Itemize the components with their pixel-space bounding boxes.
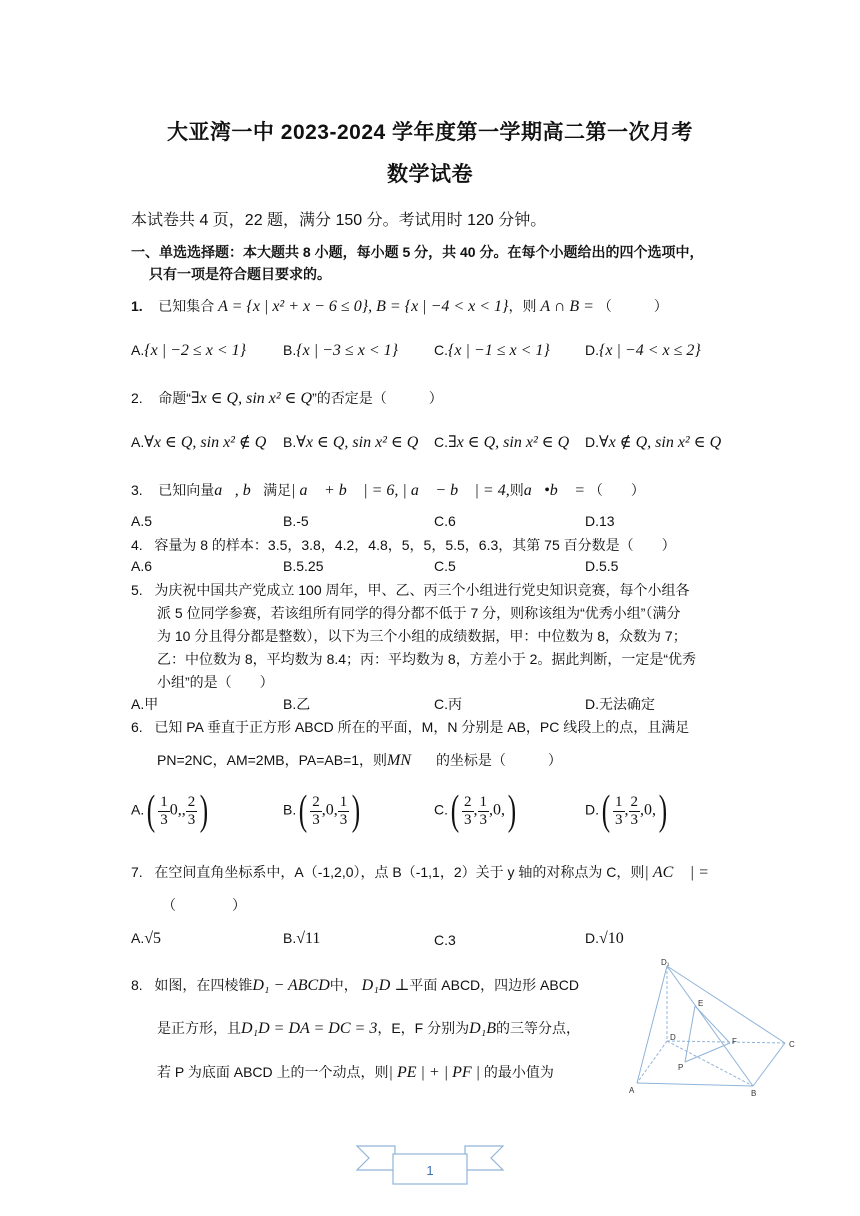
label-B: B xyxy=(751,1089,757,1098)
q5-option-d: D.无法确定 xyxy=(585,696,655,712)
question-5-stem: 5. 为庆祝中国共产党成立 100 周年，甲、乙、丙三个小组进行党史知识竞赛，每个小组各 xyxy=(131,582,690,598)
q2-text: 命题“ xyxy=(158,390,191,406)
q3-option-b: B.-5 xyxy=(283,513,309,529)
question-4-stem: 4. 容量为 8 的样本：3.5，3.8，4.2，4.8，5，5，5.5，6.3，其第 75 百分数是（ ） xyxy=(131,537,676,553)
q5-option-a: A.甲 xyxy=(131,696,159,712)
q3-option-c: C.6 xyxy=(434,513,456,529)
q1-option-b: B.{x | −3 ≤ x < 1} xyxy=(283,342,399,359)
question-7-stem: 7. 在空间直角坐标系中，A（-1,2,0），点 B（-1,1，2）关于 y 轴的对称点为 C，则| AC⃗ | = xyxy=(131,864,709,881)
question-number: 1. xyxy=(131,298,143,314)
q2-option-a: A.∀x ∈ Q, sin x² ∉ Q xyxy=(131,434,267,451)
pyramid-edges xyxy=(637,966,785,1086)
question-8-line2: 是正方形，且D₁D = DA = DC = 3，E，F 分别为D₁B的三等分点， xyxy=(157,1020,580,1037)
q1-paren: （ ） xyxy=(597,298,668,314)
question-number: 3. xyxy=(131,482,143,498)
q1-option-d: D.{x | −4 < x ≤ 2} xyxy=(585,342,701,359)
question-5-line: 小组”的是（ ） xyxy=(157,674,274,690)
question-6-line2: PN=2NC，AM=2MB，PA=AB=1，则MN⃗⃗的坐标是（ ） xyxy=(157,752,562,769)
q5-option-b: B.乙 xyxy=(283,696,311,712)
question-6-stem: 6. 已知 PA 垂直于正方形 ABCD 所在的平面，M，N 分别是 AB，PC 线段上的点，且满足 xyxy=(131,719,690,735)
label-D1: D₁ xyxy=(661,958,670,967)
label-F: F xyxy=(732,1037,737,1046)
q3-option-a: A.5 xyxy=(131,513,153,529)
question-1-stem xyxy=(131,296,668,316)
page-subtitle: 数学试卷 xyxy=(387,163,473,186)
q1-option-a: A.{x | −2 ≤ x < 1} xyxy=(131,342,247,359)
q6-option-b: B.( $\frac{2}{3}$ ,0, $\frac{1}{3}$ ) xyxy=(283,788,361,834)
label-D: D xyxy=(670,1033,676,1042)
question-8-line3: 若 P 为底面 ABCD 上的一个动点，则| PE | + | PF | 的最小值为 xyxy=(157,1064,554,1081)
section-heading: 一、单选选择题：本大题共 8 小题，每小题 5 分，共 40 分。在每个小题给出的四个选项中， xyxy=(131,244,704,260)
q1-text2: ，则 xyxy=(508,298,537,314)
q4-option-d: D.5.5 xyxy=(585,558,619,574)
label-E: E xyxy=(698,999,704,1008)
question-5-line: 乙：中位数为 8，平均数为 8.4；丙：平均数为 8，方差小于 2。据此判断，一定是“优秀 xyxy=(157,651,697,667)
label-A: A xyxy=(629,1086,635,1095)
label-C: C xyxy=(789,1040,795,1049)
q2-option-d: D.∀x ∉ Q, sin x² ∈ Q xyxy=(585,434,722,451)
question-5-line: 为 10 分且得分都是整数），以下为三个小组的成绩数据，甲：中位数为 8，众数为 7； xyxy=(157,628,687,644)
pyramid-figure xyxy=(625,958,805,1098)
question-3-stem: 3. 已知向量a⃗, b⃗满足| a⃗ + b⃗ | = 6, | a⃗ − b⃗ | = 4,则a⃗•b⃗ = （ ） xyxy=(131,482,645,499)
page-number: 1 xyxy=(426,1163,434,1178)
question-5-line: 派 5 位同学参赛，若该组所有同学的得分都不低于 7 分，则称该组为“优秀小组”（满分 xyxy=(157,605,681,621)
q1-option-c: C.{x | −1 ≤ x < 1} xyxy=(434,342,550,359)
question-2-stem xyxy=(131,388,443,408)
q2-text2: ”的否定是（ ） xyxy=(312,390,443,406)
label-P: P xyxy=(678,1063,684,1072)
q3-option-d: D.13 xyxy=(585,513,615,529)
question-8-stem: 8. 如图，在四棱锥D₁ − ABCD中， D₁D ⊥平面 ABCD，四边形 ABCD xyxy=(131,977,579,994)
q7-option-c: C.3 xyxy=(434,932,456,948)
q6-option-d: D.( $\frac{1}{3}$ , $\frac{2}{3}$ ,0,) xyxy=(585,788,668,834)
q4-option-a: A.6 xyxy=(131,558,153,574)
section-heading-cont: 只有一项是符合题目要求的。 xyxy=(149,266,331,282)
question-number: 2. xyxy=(131,390,143,406)
exam-intro: 本试卷共 4 页，22 题，满分 150 分。考试用时 120 分钟。 xyxy=(131,212,547,229)
q5-option-c: C.丙 xyxy=(434,696,462,712)
page-title: 大亚湾一中 2023-2024 学年度第一学期高二第一次月考 xyxy=(166,121,694,144)
q6-option-c: C.( $\frac{2}{3}$ , $\frac{1}{3}$ ,0,) xyxy=(434,788,517,834)
page-number-ribbon xyxy=(355,1140,505,1190)
q7-option-a: A.√5 xyxy=(131,930,162,947)
q4-option-c: C.5 xyxy=(434,558,456,574)
question-7-line2: （ ） xyxy=(162,897,246,913)
q7-option-d: D.√10 xyxy=(585,930,624,947)
q2-math: ∃x ∈ Q, sin x² ∈ Q xyxy=(190,390,313,407)
q1-text: 已知集合 xyxy=(158,298,215,314)
q1-math: A = {x | x² + x − 6 ≤ 0}, B = {x | −4 < x < 1} xyxy=(218,298,509,315)
q7-option-b: B.√11 xyxy=(283,930,321,947)
q1-math2: A ∩ B = xyxy=(540,298,594,315)
q2-option-c: C.∃x ∈ Q, sin x² ∈ Q xyxy=(434,434,570,451)
q6-option-a: A.( $\frac{1}{3}$ 0,, $\frac{2}{3}$ ) xyxy=(131,788,209,834)
q4-option-b: B.5.25 xyxy=(283,558,324,574)
q2-option-b: B.∀x ∈ Q, sin x² ∈ Q xyxy=(283,434,419,451)
